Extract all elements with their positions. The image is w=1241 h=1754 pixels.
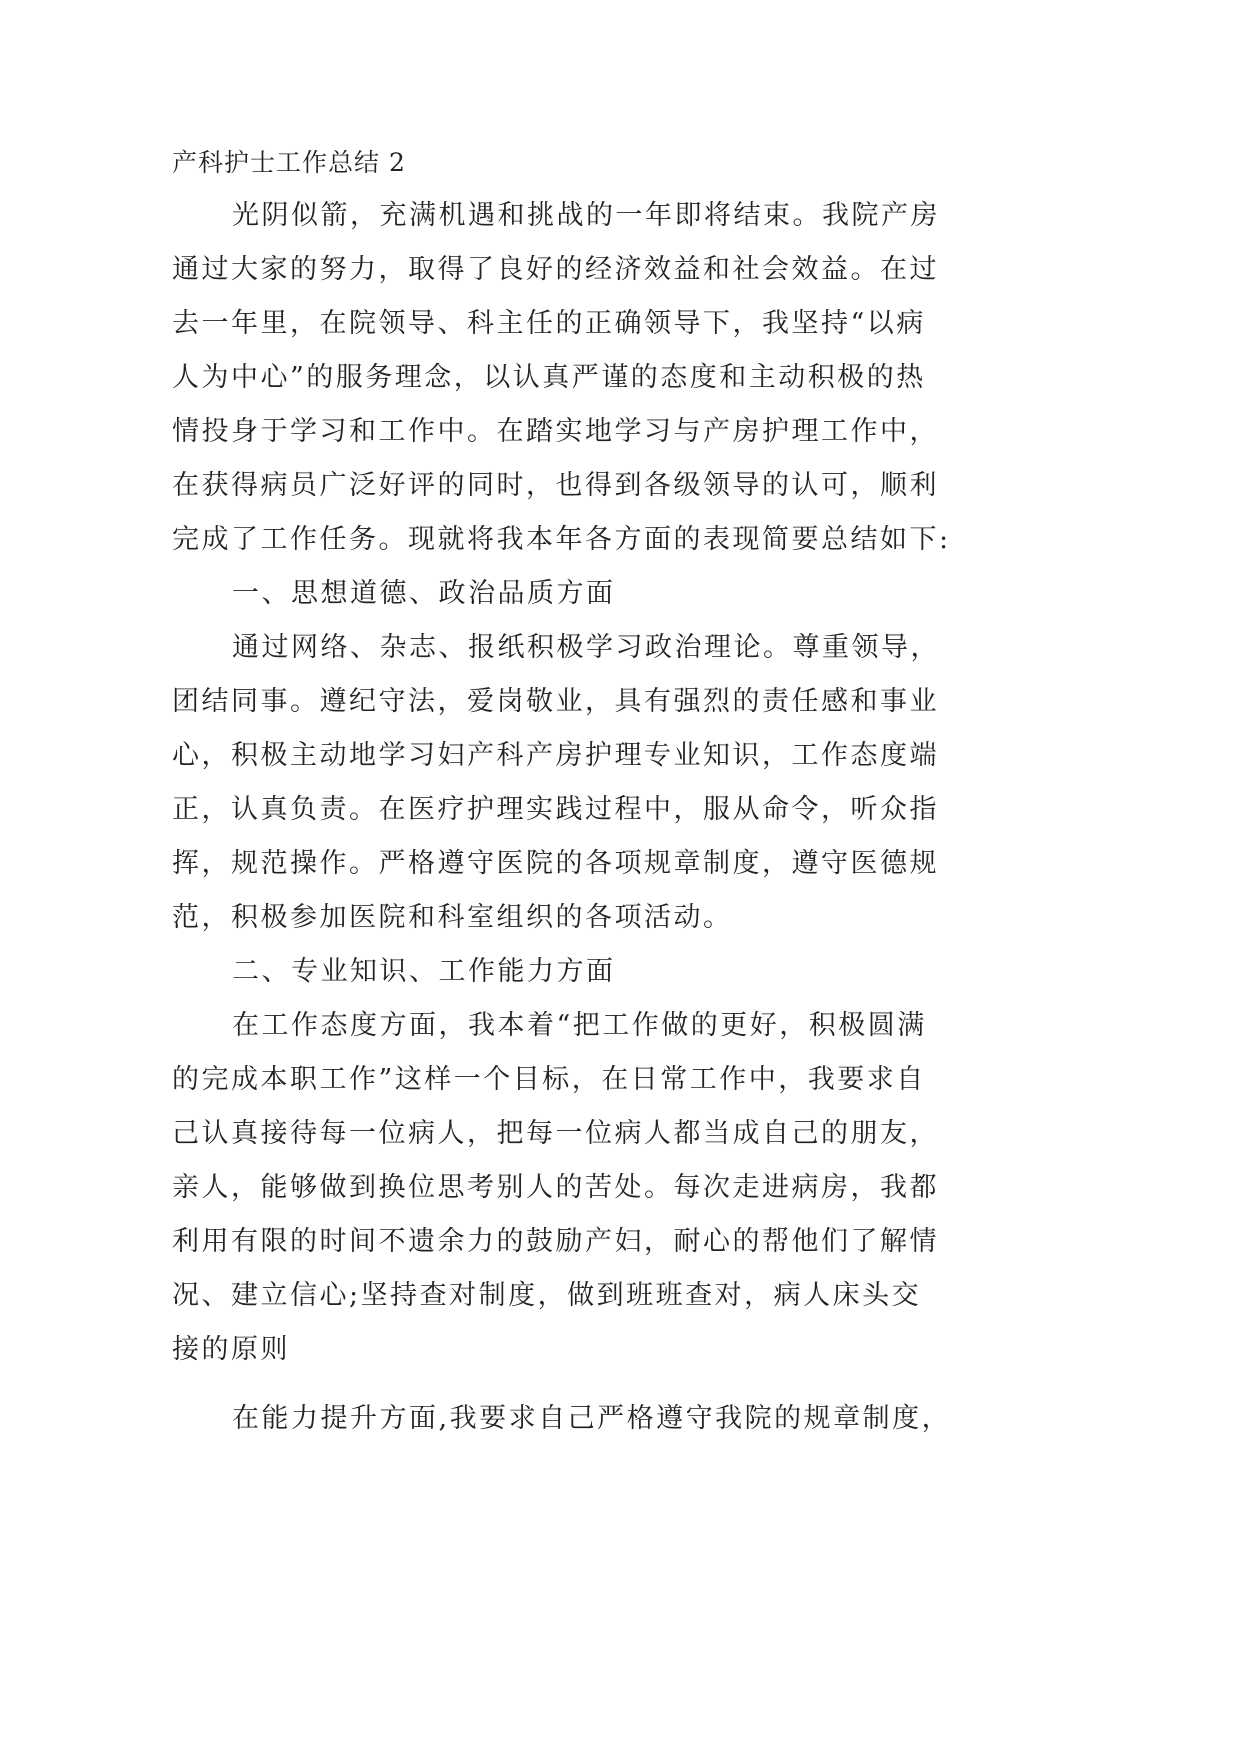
- document-title: 产科护士工作总结 2: [172, 148, 406, 177]
- text-line: 团结同事。遵纪守法，爱岗敬业，具有强烈的责任感和事业: [172, 686, 939, 717]
- paragraph-work-attitude: [172, 999, 1072, 1377]
- text-line: 正，认真负责。在医疗护理实践过程中，服从命令，听众指: [172, 794, 939, 825]
- text-line: 利用有限的时间不遗余力的鼓励产妇，耐心的帮他们了解情: [172, 1226, 939, 1257]
- document-body: [172, 189, 1072, 1446]
- paragraph-ability: [172, 1392, 1072, 1446]
- text-line: 在获得病员广泛好评的同时，也得到各级领导的认可，顺利: [172, 470, 939, 501]
- paragraph-ideology: [172, 621, 1072, 945]
- text-line: 情投身于学习和工作中。在踏实地学习与产房护理工作中，: [172, 416, 939, 447]
- text-line: 接的原则: [172, 1334, 290, 1365]
- text-line: 人为中心”的服务理念，以认真严谨的态度和主动积极的热: [172, 362, 926, 393]
- text-line: 完成了工作任务。现就将我本年各方面的表现简要总结如下:: [172, 524, 951, 555]
- text-line: 心，积极主动地学习妇产科产房护理专业知识，工作态度端: [172, 740, 939, 771]
- text-line: 己认真接待每一位病人，把每一位病人都当成自己的朋友，: [172, 1118, 939, 1149]
- text-line: 通过大家的努力，取得了良好的经济效益和社会效益。在过: [172, 254, 939, 285]
- text-line: 在工作态度方面，我本着“把工作做的更好，积极圆满: [232, 1010, 927, 1041]
- text-line: 亲人，能够做到换位思考别人的苦处。每次走进病房，我都: [172, 1172, 939, 1203]
- section-heading: 一、思想道德、政治品质方面: [232, 578, 616, 609]
- text-line: 在能力提升方面,我要求自己严格遵守我院的规章制度，: [232, 1403, 952, 1434]
- section-heading-ideology: [172, 567, 1072, 621]
- text-line: 范，积极参加医院和科室组织的各项活动。: [172, 902, 733, 933]
- text-line: 的完成本职工作”这样一个目标，在日常工作中，我要求自: [172, 1064, 926, 1095]
- text-line: 挥，规范操作。严格遵守医院的各项规章制度，遵守医德规: [172, 848, 939, 879]
- text-line: 通过网络、杂志、报纸积极学习政治理论。尊重领导，: [232, 632, 940, 663]
- paragraph-intro: [172, 189, 1072, 567]
- section-heading-professional: [172, 945, 1072, 999]
- text-line: 光阴似箭，充满机遇和挑战的一年即将结束。我院产房: [232, 200, 940, 231]
- text-line: 况、建立信心;坚持查对制度，做到班班查对，病人床头交: [172, 1280, 922, 1311]
- text-line: 去一年里，在院领导、科主任的正确领导下，我坚持“以病: [172, 308, 926, 339]
- section-heading: 二、专业知识、工作能力方面: [232, 956, 616, 987]
